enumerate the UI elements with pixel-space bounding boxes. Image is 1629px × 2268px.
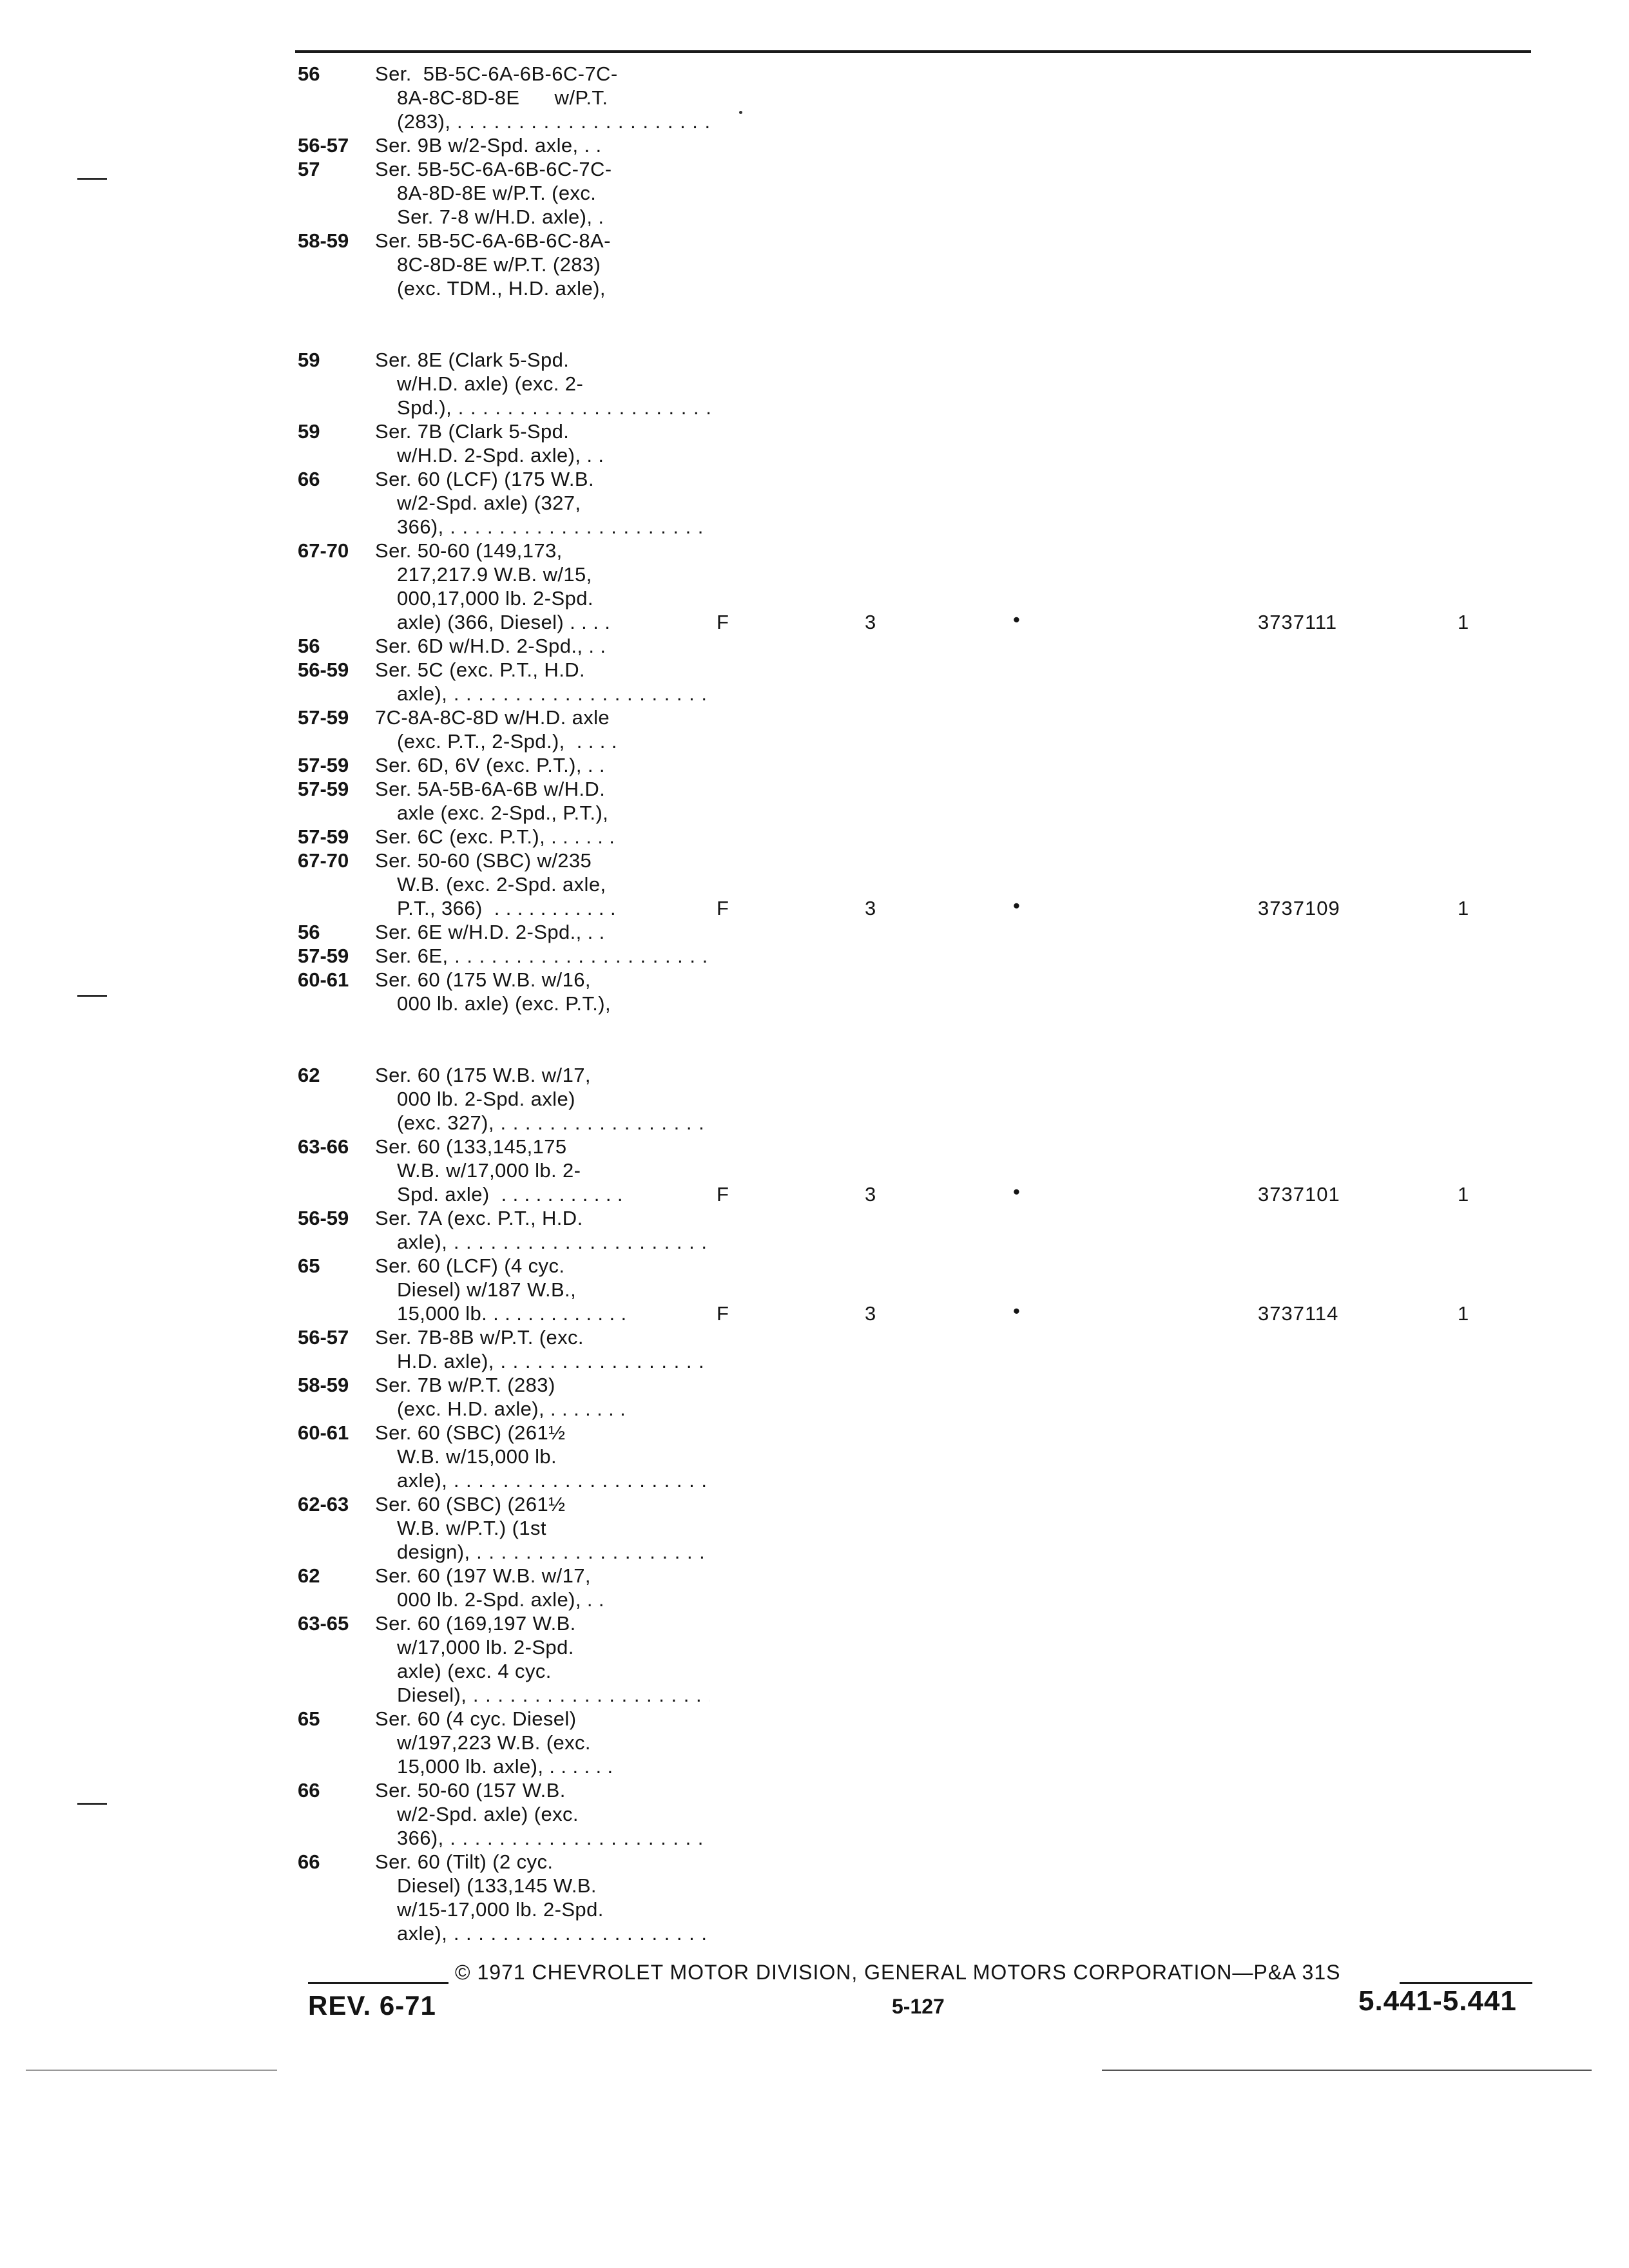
model-years: 59 <box>298 349 320 371</box>
description-line: Ser. 5A-5B-6A-6B w/H.D. <box>375 778 606 800</box>
description-line: Ser. 5C (exc. P.T., H.D. <box>375 658 586 681</box>
description-line: axle (exc. 2-Spd., P.T.), <box>397 802 609 824</box>
description-line: P.T., 366) . . . . . . . . . . . <box>397 897 616 919</box>
description-line: Ser. 7A (exc. P.T., H.D. <box>375 1207 583 1229</box>
description-line: 000,17,000 lb. 2-Spd. <box>397 587 593 610</box>
application-description <box>375 467 710 539</box>
description-line: Ser. 7B w/P.T. (283) <box>375 1374 555 1396</box>
application-description <box>375 1325 710 1373</box>
description-line: Ser. 6C (exc. P.T.), . . . . . . <box>375 825 615 848</box>
application-description <box>375 1492 710 1564</box>
list-item <box>298 1373 710 1421</box>
list-item <box>298 348 710 419</box>
usage-count: 1 <box>1458 897 1469 919</box>
model-years: 62 <box>298 1564 320 1587</box>
description-line: Ser. 6D, 6V (exc. P.T.), . . <box>375 754 605 776</box>
description-line: (exc. 327), . . . <box>375 1111 710 1135</box>
description-line: 217,217.9 W.B. w/15, <box>397 563 592 586</box>
model-years: 58-59 <box>298 229 349 252</box>
revision-date: REV. 6-71 <box>308 1990 436 2021</box>
model-years: 63-66 <box>298 1135 349 1158</box>
list-item <box>298 1135 1469 1206</box>
model-years: 56 <box>298 921 320 943</box>
model-years: 57-59 <box>298 706 349 729</box>
footer-rule-left <box>308 1982 448 1984</box>
section-number: 5.441-5.441 <box>1358 1985 1517 2017</box>
application-description <box>375 1564 710 1611</box>
model-years: 58-59 <box>298 1374 349 1396</box>
position-code: F <box>717 1302 729 1325</box>
description-line: Ser. 60 (LCF) (175 W.B. <box>375 468 594 490</box>
model-years: 56-57 <box>298 1326 349 1349</box>
list-item <box>298 849 1469 920</box>
list-item <box>298 1564 710 1611</box>
description-line: axle) (366, Diesel) . . . . <box>397 611 611 633</box>
part-number: 3737114 <box>1258 1302 1339 1325</box>
usage-count: 1 <box>1458 1183 1469 1206</box>
application-description <box>375 920 710 944</box>
description-line: Ser. 5B-5C-6A-6B-6C-8A- <box>375 229 611 252</box>
footer-rule-right <box>1400 1982 1532 1984</box>
model-years: 56 <box>298 635 320 657</box>
quantity: 3 <box>865 897 876 919</box>
model-years: 66 <box>298 1779 320 1802</box>
model-years: 57-59 <box>298 825 349 848</box>
model-years: 56-59 <box>298 1207 349 1229</box>
description-line: 8A-8D-8E w/P.T. (exc. <box>397 182 597 204</box>
description-line: axle), . . . <box>375 1468 710 1492</box>
page-footer <box>308 1959 1532 2036</box>
usage-count: 1 <box>1458 611 1469 633</box>
bullet-marker: • <box>1013 1180 1020 1203</box>
model-years: 60-61 <box>298 1421 349 1444</box>
description-line: (exc. P.T., 2-Spd.), . . . . <box>397 730 617 753</box>
position-code: F <box>717 611 729 633</box>
description-line: Ser. 50-60 (SBC) w/235 <box>375 849 592 872</box>
list-item <box>298 634 710 658</box>
page-number: 5-127 <box>892 1995 945 2018</box>
description-line: design), . . . <box>375 1540 710 1564</box>
application-description <box>375 348 710 419</box>
description-line: Ser. 7B (Clark 5-Spd. <box>375 420 570 443</box>
description-line: axle), . . . <box>375 1230 710 1254</box>
application-description <box>375 1421 710 1492</box>
model-years: 57-59 <box>298 754 349 776</box>
list-item <box>298 825 710 849</box>
description-line: Ser. 60 (175 W.B. w/17, <box>375 1064 591 1086</box>
description-line: W.B. w/P.T.) (1st <box>397 1517 546 1539</box>
description-line: 000 lb. 2-Spd. axle), . . <box>397 1588 604 1611</box>
description-line: Diesel) (133,145 W.B. <box>397 1874 597 1897</box>
application-description <box>375 133 710 157</box>
list-item <box>298 467 710 539</box>
description-line: Ser. 5B-5C-6A-6B-6C-7C- <box>375 158 612 180</box>
list-item <box>298 62 710 133</box>
bottom-rule <box>26 2070 277 2071</box>
model-years: 65 <box>298 1254 320 1277</box>
description-line: w/15-17,000 lb. 2-Spd. <box>397 1898 604 1921</box>
description-line: W.B. w/17,000 lb. 2- <box>397 1159 581 1182</box>
description-line: Ser. 60 (SBC) (261½ <box>375 1421 566 1444</box>
bottom-rule <box>1102 2070 1592 2071</box>
list-item <box>298 968 710 1015</box>
list-item <box>298 1325 710 1373</box>
description-line: W.B. (exc. 2-Spd. axle, <box>397 873 606 896</box>
description-line: 15,000 lb. axle), . . . . . . <box>397 1755 613 1778</box>
part-number: 3737101 <box>1258 1183 1340 1206</box>
application-description <box>375 1063 710 1135</box>
model-years: 67-70 <box>298 849 349 872</box>
application-description <box>375 777 710 825</box>
top-rule <box>295 50 1531 53</box>
application-description <box>375 419 710 467</box>
usage-count: 1 <box>1458 1302 1469 1325</box>
model-years: 56-57 <box>298 134 349 157</box>
description-line: w/17,000 lb. 2-Spd. <box>397 1636 574 1658</box>
application-list <box>298 62 1586 1945</box>
model-years: 57 <box>298 158 320 180</box>
description-line: Ser. 60 (4 cyc. Diesel) <box>375 1707 577 1730</box>
model-years: 59 <box>298 420 320 443</box>
margin-tick <box>77 178 107 180</box>
application-description <box>375 157 710 229</box>
list-item <box>298 753 710 777</box>
margin-tick <box>77 1803 107 1805</box>
list-item <box>298 1421 710 1492</box>
description-line: (exc. H.D. axle), . . . . . . . <box>397 1398 626 1420</box>
application-description <box>375 849 710 920</box>
description-line: (283), . . . <box>375 110 710 133</box>
part-number: 3737111 <box>1258 611 1338 633</box>
description-line: w/2-Spd. axle) (exc. <box>397 1803 579 1825</box>
list-item <box>298 658 710 706</box>
list-item <box>298 1611 710 1707</box>
description-line: Ser. 5B-5C-6A-6B-6C-7C- <box>375 62 618 85</box>
description-line: Spd.), . . . <box>375 396 710 419</box>
application-description <box>375 825 710 849</box>
description-line: 15,000 lb. . . . . . . . . . . . . <box>397 1302 627 1325</box>
model-years: 65 <box>298 1707 320 1730</box>
description-line: Ser. 60 (175 W.B. w/16, <box>375 968 591 991</box>
application-description <box>375 1778 710 1850</box>
description-line: 7C-8A-8C-8D w/H.D. axle <box>375 706 610 729</box>
application-description <box>375 658 710 706</box>
application-description <box>375 1206 710 1254</box>
position-code: F <box>717 1183 729 1206</box>
description-line: Ser. 6E w/H.D. 2-Spd., . . <box>375 921 605 943</box>
description-line: Ser. 7-8 w/H.D. axle), . <box>397 206 604 228</box>
description-line: 366), . . . <box>375 1826 710 1850</box>
application-description <box>375 1254 710 1325</box>
quantity: 3 <box>865 1183 876 1206</box>
description-line: Ser. 60 (197 W.B. w/17, <box>375 1564 591 1587</box>
application-description <box>375 944 710 968</box>
description-line: Ser. 60 (133,145,175 <box>375 1135 567 1158</box>
model-years: 67-70 <box>298 539 349 562</box>
part-number: 3737109 <box>1258 897 1340 919</box>
application-description <box>375 1373 710 1421</box>
list-item <box>298 157 710 229</box>
application-description <box>375 753 710 777</box>
list-item <box>298 1850 710 1945</box>
application-description <box>375 229 710 300</box>
quantity: 3 <box>865 611 876 633</box>
application-description <box>375 1611 710 1707</box>
description-line: w/H.D. axle) (exc. 2- <box>397 372 584 395</box>
application-description <box>375 968 710 1015</box>
list-item <box>298 419 710 467</box>
list-item <box>298 1492 710 1564</box>
application-description <box>375 1850 710 1945</box>
description-line: (exc. TDM., H.D. axle), <box>397 277 606 300</box>
copyright-notice: © 1971 CHEVROLET MOTOR DIVISION, GENERAL MOTORS CORPORATION—P&A 31S <box>455 1961 1341 1984</box>
model-years: 62 <box>298 1064 320 1086</box>
description-line: 8C-8D-8E w/P.T. (283) <box>397 253 601 276</box>
list-item <box>298 1063 710 1135</box>
model-years: 62-63 <box>298 1493 349 1515</box>
description-line: Ser. 6E, . . . <box>375 944 710 968</box>
description-line: Ser. 6D w/H.D. 2-Spd., . . <box>375 635 606 657</box>
model-years: 60-61 <box>298 968 349 991</box>
application-description <box>375 1707 710 1778</box>
description-line: Ser. 50-60 (149,173, <box>375 539 563 562</box>
description-line: Ser. 9B w/2-Spd. axle, . . <box>375 134 602 157</box>
list-item <box>298 777 710 825</box>
list-item <box>298 539 1469 634</box>
description-line: Diesel), . . . <box>375 1683 710 1707</box>
description-line: 000 lb. axle) (exc. P.T.), <box>397 992 612 1015</box>
description-line: W.B. w/15,000 lb. <box>397 1445 557 1468</box>
list-item <box>298 944 710 968</box>
model-years: 56-59 <box>298 658 349 681</box>
model-years: 66 <box>298 468 320 490</box>
description-line: Diesel) w/187 W.B., <box>397 1278 577 1301</box>
bullet-marker: • <box>1013 608 1020 631</box>
list-item <box>298 133 710 157</box>
description-line: Spd. axle) . . . . . . . . . . . <box>397 1183 623 1206</box>
description-line: H.D. axle), . . . <box>375 1349 710 1373</box>
model-years: 56 <box>298 62 320 85</box>
application-description <box>375 706 710 753</box>
list-item <box>298 920 710 944</box>
margin-tick <box>77 995 107 997</box>
description-line: axle), . . . <box>375 1921 710 1945</box>
list-item <box>298 1778 710 1850</box>
description-line: axle), . . . <box>375 682 710 706</box>
list-item <box>298 229 710 300</box>
description-line: w/197,223 W.B. (exc. <box>397 1731 591 1754</box>
position-code: F <box>717 897 729 919</box>
bullet-marker: • <box>1013 1300 1020 1322</box>
model-years: 57-59 <box>298 778 349 800</box>
model-years: 66 <box>298 1850 320 1873</box>
application-description <box>375 62 710 133</box>
description-line: Ser. 7B-8B w/P.T. (exc. <box>375 1326 584 1349</box>
description-line: axle) (exc. 4 cyc. <box>397 1660 552 1682</box>
description-line: Ser. 8E (Clark 5-Spd. <box>375 349 570 371</box>
description-line: 366), . . . <box>375 515 710 539</box>
description-line: w/2-Spd. axle) (327, <box>397 492 581 514</box>
model-years: 63-65 <box>298 1612 349 1635</box>
application-description <box>375 1135 710 1206</box>
description-line: 000 lb. 2-Spd. axle) <box>397 1088 575 1110</box>
description-line: 8A-8C-8D-8E w/P.T. <box>397 86 608 109</box>
description-line: w/H.D. 2-Spd. axle), . . <box>397 444 604 466</box>
description-line: Ser. 60 (LCF) (4 cyc. <box>375 1254 565 1277</box>
list-item <box>298 706 710 753</box>
model-years: 57-59 <box>298 945 349 967</box>
list-item <box>298 1206 710 1254</box>
description-line: Ser. 60 (SBC) (261½ <box>375 1493 566 1515</box>
bullet-marker: • <box>1013 894 1020 917</box>
description-line: Ser. 60 (169,197 W.B. <box>375 1612 576 1635</box>
quantity: 3 <box>865 1302 876 1325</box>
application-description <box>375 539 710 634</box>
description-line: Ser. 60 (Tilt) (2 cyc. <box>375 1850 554 1873</box>
list-item <box>298 1254 1469 1325</box>
application-description <box>375 634 710 658</box>
description-line: Ser. 50-60 (157 W.B. <box>375 1779 566 1802</box>
list-item <box>298 1707 710 1778</box>
